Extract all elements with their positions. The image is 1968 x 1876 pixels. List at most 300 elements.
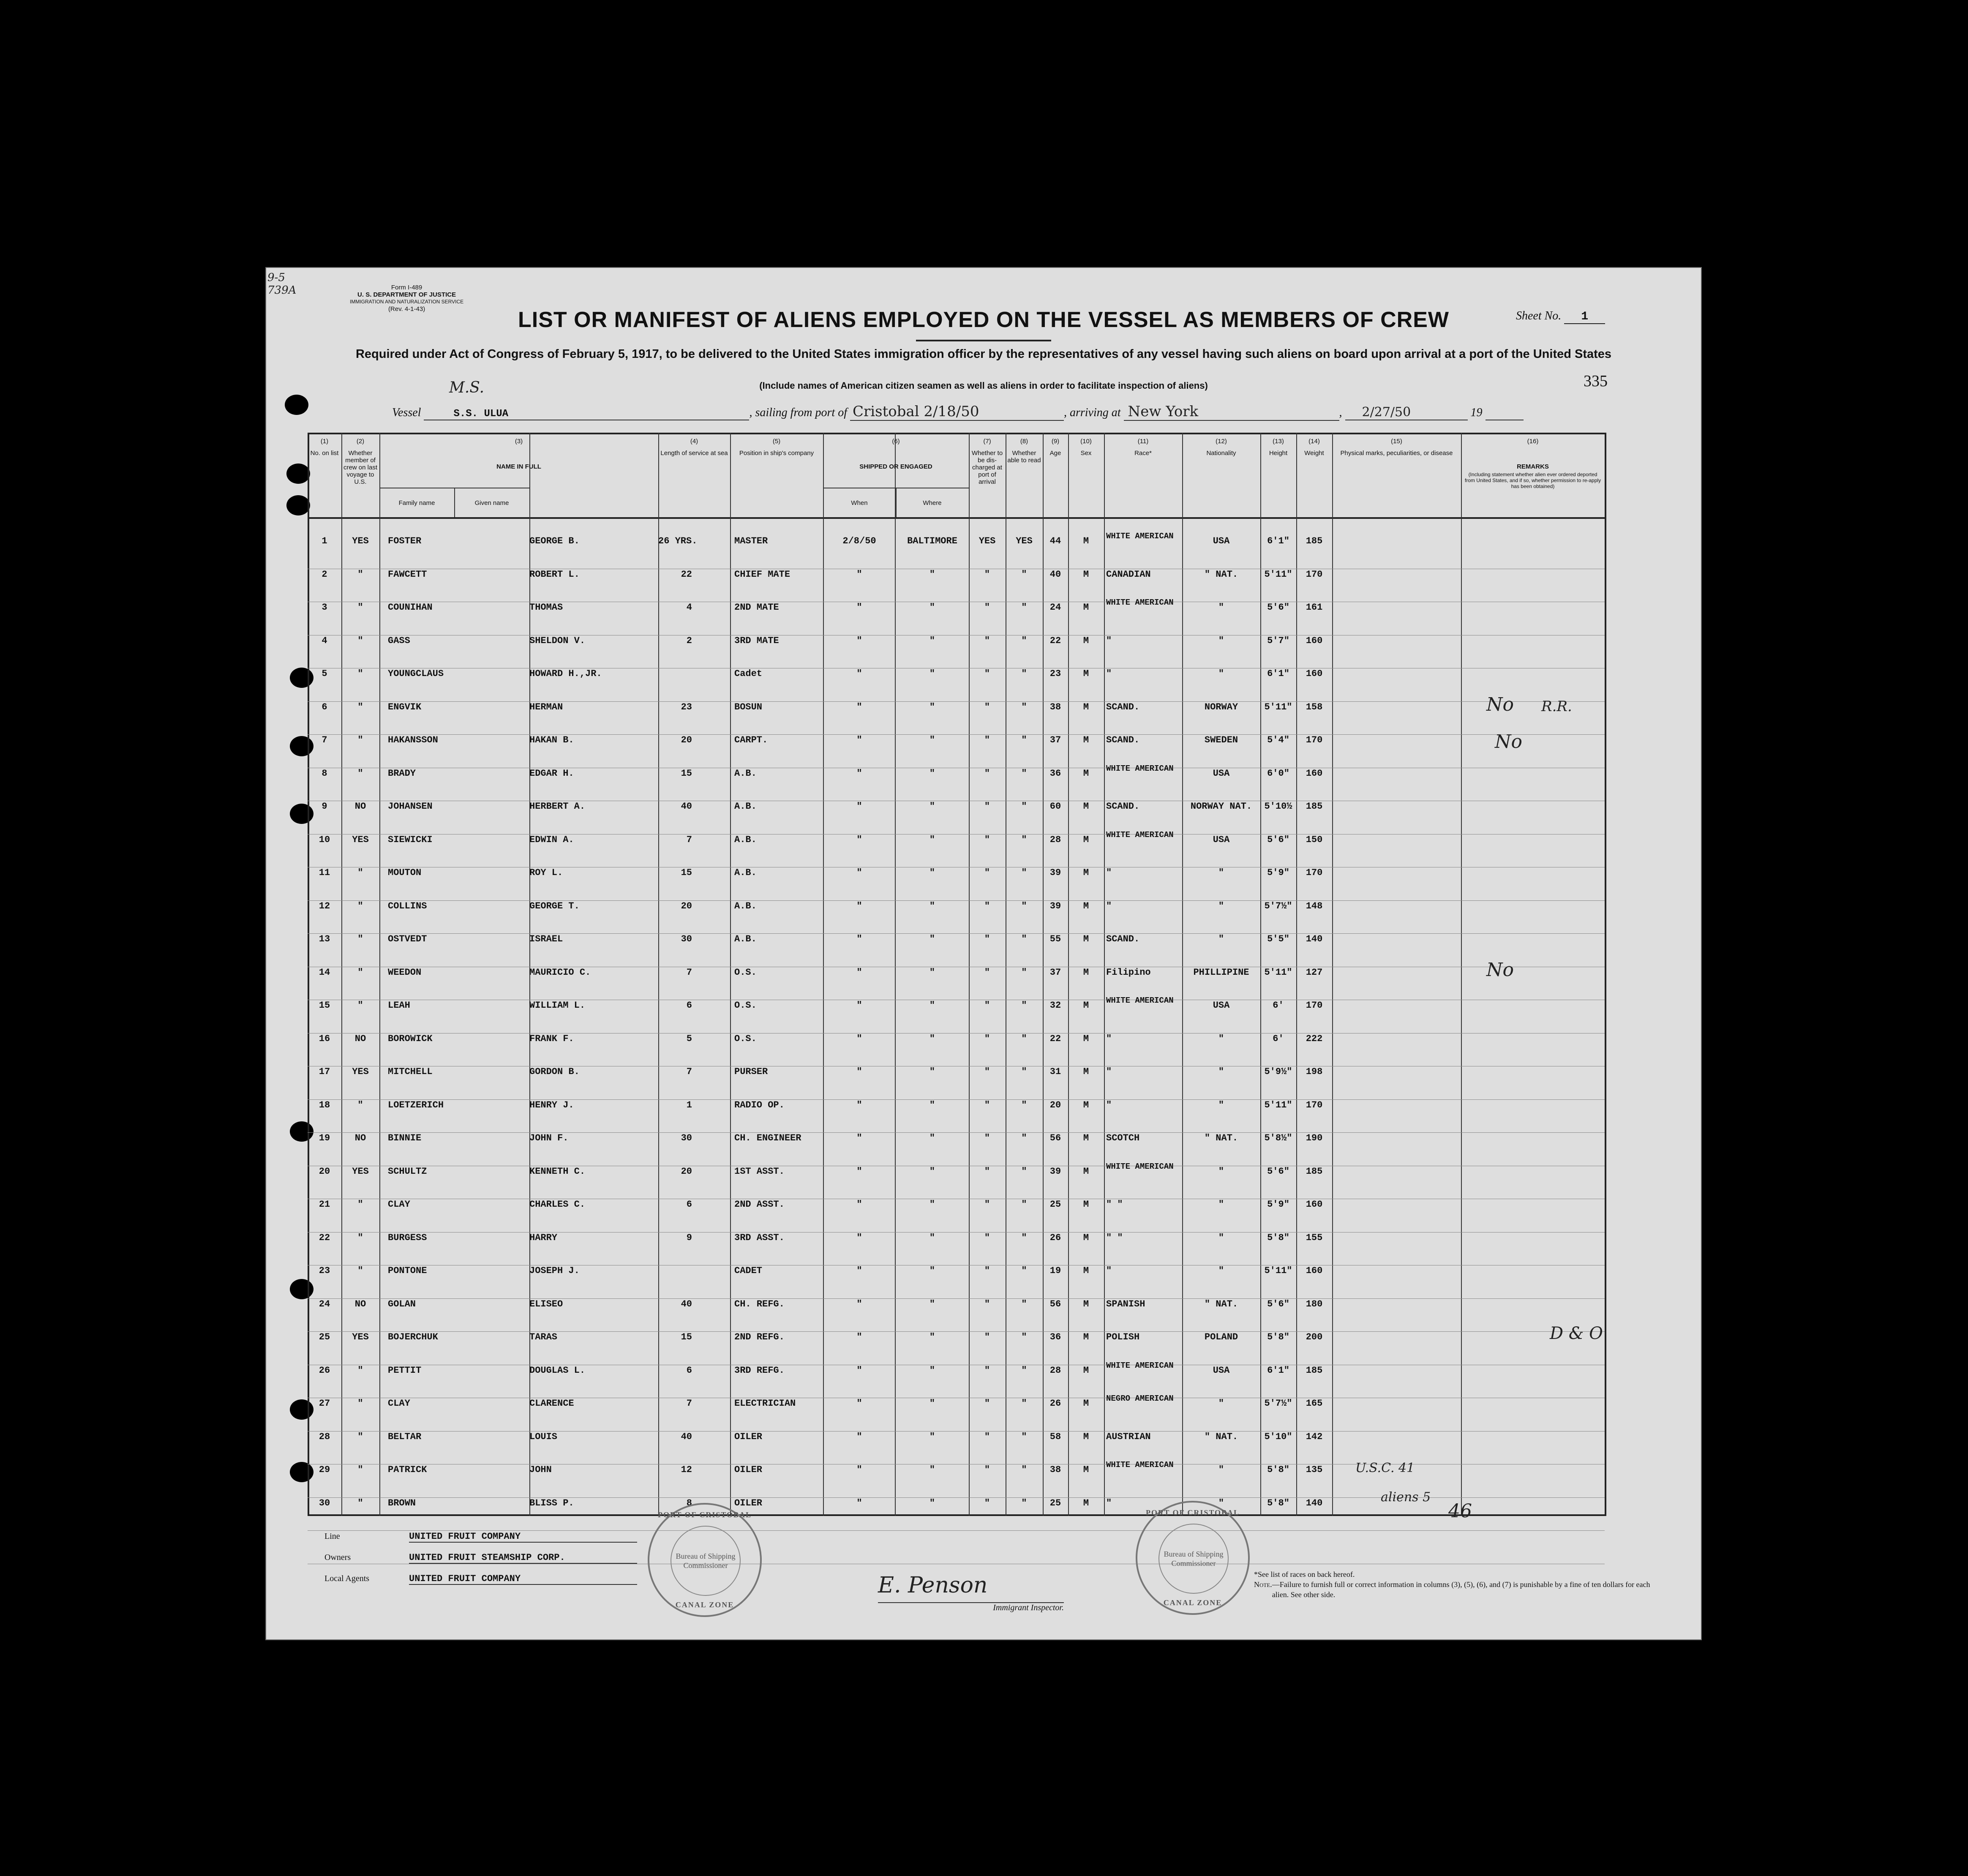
cell-sex: M: [1083, 768, 1089, 779]
form-number: Form I-489: [391, 284, 422, 291]
cell-nationality: USA: [1213, 1000, 1230, 1011]
column-number: (12): [1216, 438, 1227, 445]
cell-age: 38: [1049, 701, 1061, 712]
cell-read: ": [1021, 967, 1027, 978]
manifest-sheet: [265, 267, 1702, 1640]
cell-age: 40: [1049, 569, 1061, 580]
column-number: (14): [1308, 438, 1320, 445]
cell-service: 15: [681, 1332, 692, 1342]
cell-where: ": [929, 701, 935, 712]
column-number: (7): [983, 438, 991, 445]
cell-where: ": [929, 834, 935, 845]
cell-no: 15: [319, 1000, 330, 1011]
cell-weight: 127: [1306, 967, 1323, 978]
cell-position: O.S.: [734, 1033, 757, 1044]
cell-when: ": [856, 1398, 862, 1409]
cell-position: RADIO OP.: [734, 1099, 785, 1110]
cell-weight: 185: [1306, 1365, 1323, 1376]
arriving-at: New York: [1124, 403, 1339, 421]
cell-given: JOSEPH J.: [529, 1265, 580, 1276]
cell-position: CHIEF MATE: [734, 569, 790, 580]
cell-nationality: POLAND: [1204, 1332, 1238, 1342]
cell-no: 2: [322, 569, 327, 580]
cell-read: ": [1021, 701, 1027, 712]
cell-weight: 170: [1306, 867, 1323, 878]
cell-no: 5: [322, 668, 327, 679]
department: U. S. DEPARTMENT OF JUSTICE: [357, 291, 456, 298]
cell-prev: ": [357, 1265, 363, 1276]
cell-prev: ": [357, 602, 363, 613]
seal-top-text: PORT OF CRISTOBAL: [657, 1511, 752, 1519]
cell-race: " ": [1106, 1199, 1123, 1210]
column-line: [379, 433, 380, 1516]
cell-nationality: " NAT.: [1204, 1431, 1238, 1442]
cell-when: ": [856, 1166, 862, 1177]
cell-position: OILER: [734, 1431, 763, 1442]
cell-service: 1: [686, 1099, 692, 1110]
races-note: *See list of races on back hereof.: [1254, 1570, 1355, 1579]
cell-sex: M: [1083, 1133, 1089, 1143]
cell-service: 15: [681, 867, 692, 878]
cell-no: 25: [319, 1332, 330, 1342]
cell-service: 7: [686, 834, 692, 845]
cell-read: ": [1021, 801, 1027, 812]
sailing-label: , sailing from port of: [749, 406, 847, 419]
inspector-label: Immigrant Inspector.: [993, 1603, 1064, 1612]
cell-where: ": [929, 934, 935, 944]
handwritten-ms-note: M.S.: [449, 379, 485, 396]
agents-row: [324, 1573, 637, 1585]
column-number: (10): [1080, 438, 1092, 445]
cell-no: 4: [322, 635, 327, 646]
cell-sex: M: [1083, 1033, 1089, 1044]
cell-service: 20: [681, 1166, 692, 1177]
cell-read: ": [1021, 934, 1027, 944]
seal-center-text: Bureau of Shipping Commissioner: [671, 1526, 741, 1596]
cell-nationality: ": [1218, 1066, 1224, 1077]
cell-when: ": [856, 1431, 862, 1442]
cell-nationality: ": [1218, 934, 1224, 944]
cell-weight: 148: [1306, 900, 1323, 911]
cell-age: 58: [1049, 1431, 1061, 1442]
cell-no: 16: [319, 1033, 330, 1044]
cell-service: 40: [681, 1431, 692, 1442]
cell-given: DOUGLAS L.: [529, 1365, 586, 1376]
note-label: Note.: [1254, 1580, 1272, 1589]
cell-family: CLAY: [388, 1199, 410, 1210]
cell-weight: 222: [1306, 1033, 1323, 1044]
cell-sex: M: [1083, 1298, 1089, 1309]
cell-prev: ": [357, 701, 363, 712]
cell-sex: M: [1083, 1365, 1089, 1376]
column-number: (15): [1391, 438, 1402, 445]
cell-nationality: USA: [1213, 834, 1230, 845]
cell-when: ": [856, 900, 862, 911]
cell-nationality: ": [1218, 1497, 1224, 1508]
cell-height: 5'6": [1267, 1298, 1289, 1309]
cell-sex: M: [1083, 934, 1089, 944]
cell-given: HENRY J.: [529, 1099, 574, 1110]
cell-position: CH. ENGINEER: [734, 1133, 801, 1143]
cell-sex: M: [1083, 1199, 1089, 1210]
cell-read: ": [1021, 735, 1027, 745]
cell-discharge: ": [984, 1464, 990, 1475]
cell-read: ": [1021, 1033, 1027, 1044]
cell-height: 6'0": [1267, 768, 1289, 779]
sheet-number-value: 1: [1564, 310, 1605, 324]
cell-height: 6'1": [1267, 668, 1289, 679]
cell-race: SPANISH: [1106, 1298, 1145, 1309]
cell-discharge: ": [984, 834, 990, 845]
cell-when: ": [856, 602, 862, 613]
cell-sex: M: [1083, 900, 1089, 911]
line-row: [324, 1530, 637, 1543]
cell-sex: M: [1083, 668, 1089, 679]
cell-read: ": [1021, 867, 1027, 878]
cell-prev: ": [357, 1199, 363, 1210]
cell-where: ": [929, 768, 935, 779]
handwritten-note: No: [1486, 693, 1514, 715]
cell-race: ": [1106, 1033, 1112, 1044]
column-header: Weight: [1304, 450, 1324, 457]
handwritten-note: R.R.: [1541, 698, 1572, 715]
cell-height: 6': [1273, 1033, 1284, 1044]
cell-no: 23: [319, 1265, 330, 1276]
cell-given: ROBERT L.: [529, 569, 580, 580]
cell-age: 56: [1049, 1298, 1061, 1309]
cell-when: ": [856, 1497, 862, 1508]
cell-family: MOUTON: [388, 867, 422, 878]
cell-height: 6': [1273, 1000, 1284, 1011]
cell-family: WEEDON: [388, 967, 422, 978]
column-subheader: Given name: [474, 499, 509, 507]
cell-nationality: ": [1218, 867, 1224, 878]
cell-race: WHITE AMERICAN: [1106, 830, 1174, 840]
cell-nationality: " NAT.: [1204, 1133, 1238, 1143]
cell-discharge: ": [984, 1133, 990, 1143]
cell-discharge: ": [984, 1232, 990, 1243]
port-seal-stamp: [648, 1503, 762, 1617]
cell-prev: YES: [352, 1166, 369, 1177]
cell-weight: 170: [1306, 1000, 1323, 1011]
seal-center-text: Bureau of Shipping Commissioner: [1158, 1524, 1229, 1594]
cell-weight: 160: [1306, 635, 1323, 646]
cell-service: 9: [686, 1232, 692, 1243]
cell-nationality: USA: [1213, 536, 1230, 546]
cell-given: ISRAEL: [529, 934, 563, 944]
cell-race: AUSTRIAN: [1106, 1431, 1151, 1442]
cell-where: ": [929, 1298, 935, 1309]
cell-given: HOWARD H.,JR.: [529, 668, 602, 679]
cell-given: GORDON B.: [529, 1066, 580, 1077]
cell-given: EDGAR H.: [529, 768, 574, 779]
cell-discharge: ": [984, 1365, 990, 1376]
cell-position: O.S.: [734, 967, 757, 978]
cell-where: ": [929, 1431, 935, 1442]
cell-age: 26: [1049, 1398, 1061, 1409]
cell-given: ELISEO: [529, 1298, 563, 1309]
cell-family: PONTONE: [388, 1265, 427, 1276]
owners-label: Owners: [324, 1553, 351, 1562]
cell-prev: ": [357, 569, 363, 580]
cell-sex: M: [1083, 1332, 1089, 1342]
cell-height: 5'10½: [1264, 801, 1292, 812]
cell-position: A.B.: [734, 867, 757, 878]
cell-height: 5'8": [1267, 1332, 1289, 1342]
cell-age: 44: [1049, 536, 1061, 546]
cell-no: 22: [319, 1232, 330, 1243]
cell-age: 36: [1049, 768, 1061, 779]
cell-discharge: ": [984, 1166, 990, 1177]
cell-where: ": [929, 1365, 935, 1376]
cell-prev: ": [357, 1431, 363, 1442]
cell-service: 30: [681, 934, 692, 944]
cell-when: ": [856, 934, 862, 944]
column-header: Whether to be dis-charged at port of arrival: [971, 450, 1003, 485]
cell-where: ": [929, 867, 935, 878]
cell-where: ": [929, 801, 935, 812]
column-header: Height: [1269, 450, 1288, 457]
cell-height: 6'1": [1267, 1365, 1289, 1376]
cell-sex: M: [1083, 569, 1089, 580]
cell-when: ": [856, 1232, 862, 1243]
cell-height: 5'11": [1264, 967, 1292, 978]
cell-when: ": [856, 867, 862, 878]
cell-age: 19: [1049, 1265, 1061, 1276]
subtitle: Required under Act of Congress of February 5, 1917, to be delivered to the United States immigration officer by the representatives of any vessel having such aliens on board upon arrival at a port of the United States: [355, 347, 1612, 361]
cell-when: ": [856, 768, 862, 779]
cell-given: HARRY: [529, 1232, 558, 1243]
cell-race: ": [1106, 1497, 1112, 1508]
cell-no: 12: [319, 900, 330, 911]
cell-when: ": [856, 635, 862, 646]
column-subheader: (Including statement whether alien ever ordered deported from United States, and if so, whether permission to re-apply has been obtained): [1464, 472, 1601, 489]
cell-age: 38: [1049, 1464, 1061, 1475]
cell-age: 60: [1049, 801, 1061, 812]
cell-nationality: ": [1218, 602, 1224, 613]
cell-weight: 140: [1306, 934, 1323, 944]
cell-height: 5'8½": [1264, 1133, 1292, 1143]
cell-family: OSTVEDT: [388, 934, 427, 944]
cell-when: ": [856, 735, 862, 745]
cell-when: ": [856, 801, 862, 812]
cell-no: 29: [319, 1464, 330, 1475]
cell-sex: M: [1083, 536, 1089, 546]
seal-top-text: PORT OF CRISTOBAL: [1145, 1508, 1240, 1517]
column-subheader: Family name: [398, 499, 435, 507]
cell-race: WHITE AMERICAN: [1106, 1460, 1174, 1470]
punch-hole: [285, 395, 308, 415]
cell-sex: M: [1083, 1464, 1089, 1475]
cell-given: EDWIN A.: [529, 834, 574, 845]
revision: (Rev. 4-1-43): [388, 305, 425, 313]
cell-prev: ": [357, 1232, 363, 1243]
cell-weight: 190: [1306, 1133, 1323, 1143]
cell-discharge: ": [984, 1298, 990, 1309]
cell-race: WHITE AMERICAN: [1106, 1361, 1174, 1370]
column-header: SHIPPED OR ENGAGED: [859, 463, 932, 470]
cell-sex: M: [1083, 1232, 1089, 1243]
cell-where: ": [929, 602, 935, 613]
owners-row: [324, 1552, 637, 1564]
cell-age: 22: [1049, 1033, 1061, 1044]
cell-read: ": [1021, 668, 1027, 679]
cell-when: ": [856, 1099, 862, 1110]
handwritten-note: 46: [1448, 1500, 1472, 1522]
cell-prev: YES: [352, 1066, 369, 1077]
cell-prev: ": [357, 1365, 363, 1376]
cell-read: ": [1021, 1166, 1027, 1177]
cell-family: SIEWICKI: [388, 834, 433, 845]
cell-discharge: ": [984, 1099, 990, 1110]
cell-where: ": [929, 1133, 935, 1143]
cell-height: 5'8": [1267, 1232, 1289, 1243]
cell-service: 30: [681, 1133, 692, 1143]
cell-read: ": [1021, 1199, 1027, 1210]
cell-read: ": [1021, 834, 1027, 845]
cell-family: COUNIHAN: [388, 602, 433, 613]
cell-weight: 158: [1306, 701, 1323, 712]
cell-read: ": [1021, 1133, 1027, 1143]
cell-where: BALTIMORE: [907, 536, 957, 546]
cell-given: JOHN F.: [529, 1133, 569, 1143]
cell-position: OILER: [734, 1497, 763, 1508]
cell-prev: ": [357, 1398, 363, 1409]
cell-discharge: ": [984, 701, 990, 712]
cell-weight: 170: [1306, 1099, 1323, 1110]
cell-family: JOHANSEN: [388, 801, 433, 812]
cell-sex: M: [1083, 602, 1089, 613]
cell-service: 7: [686, 967, 692, 978]
cell-position: MASTER: [734, 536, 768, 546]
cell-service: 6: [686, 1365, 692, 1376]
top-mark-1: 9-5: [267, 271, 285, 284]
cell-nationality: ": [1218, 1099, 1224, 1110]
cell-no: 8: [322, 768, 327, 779]
cell-read: ": [1021, 1099, 1027, 1110]
cell-height: 5'4": [1267, 735, 1289, 745]
include-note: (Include names of American citizen seamen as well as aliens in order to facilitate inspection of aliens): [759, 380, 1208, 391]
cell-weight: 155: [1306, 1232, 1323, 1243]
cell-nationality: ": [1218, 668, 1224, 679]
agents-label: Local Agents: [324, 1574, 370, 1583]
cell-when: ": [856, 1000, 862, 1011]
cell-prev: ": [357, 768, 363, 779]
cell-weight: 185: [1306, 536, 1323, 546]
column-number: (3): [515, 438, 523, 445]
cell-family: BOROWICK: [388, 1033, 433, 1044]
cell-nationality: " NAT.: [1204, 1298, 1238, 1309]
cell-where: ": [929, 967, 935, 978]
cell-service: 6: [686, 1199, 692, 1210]
cell-where: ": [929, 1000, 935, 1011]
cell-weight: 135: [1306, 1464, 1323, 1475]
note-text: —Failure to furnish full or correct information in columns (3), (5), (6), and (7) is punishable by a fine of ten dollars for each alien. See other side.: [1272, 1580, 1650, 1599]
cell-age: 39: [1049, 1166, 1061, 1177]
cell-age: 23: [1049, 668, 1061, 679]
cell-no: 10: [319, 834, 330, 845]
cell-sex: M: [1083, 635, 1089, 646]
cell-given: HAKAN B.: [529, 735, 574, 745]
cell-family: BELTAR: [388, 1431, 422, 1442]
cell-race: SCAND.: [1106, 735, 1140, 745]
cell-prev: ": [357, 1464, 363, 1475]
cell-weight: 165: [1306, 1398, 1323, 1409]
cell-position: A.B.: [734, 900, 757, 911]
cell-family: BRADY: [388, 768, 416, 779]
cell-family: BINNIE: [388, 1133, 422, 1143]
cell-prev: ": [357, 934, 363, 944]
column-number: (6): [892, 438, 900, 445]
cell-when: ": [856, 1133, 862, 1143]
cell-service: 22: [681, 569, 692, 580]
cell-age: 26: [1049, 1232, 1061, 1243]
column-line: [1461, 433, 1462, 1516]
cell-age: 25: [1049, 1497, 1061, 1508]
cell-where: ": [929, 1033, 935, 1044]
cell-where: ": [929, 735, 935, 745]
cell-sex: M: [1083, 834, 1089, 845]
cell-read: ": [1021, 1464, 1027, 1475]
cell-sex: M: [1083, 867, 1089, 878]
cell-given: GEORGE T.: [529, 900, 580, 911]
cell-read: ": [1021, 1298, 1027, 1309]
vessel-line: Vessel S.S. ULUA , sailing from port of Cristobal 2/18/50 , arriving at New York , 2/27/50 19: [392, 403, 1524, 421]
column-number: (2): [356, 438, 365, 445]
cell-when: ": [856, 1265, 862, 1276]
cell-discharge: YES: [979, 536, 996, 546]
cell-read: ": [1021, 1265, 1027, 1276]
cell-height: 5'7½": [1264, 1398, 1292, 1409]
cell-height: 5'6": [1267, 1166, 1289, 1177]
cell-age: 56: [1049, 1133, 1061, 1143]
column-header: Age: [1049, 450, 1061, 457]
cell-family: FAWCETT: [388, 569, 427, 580]
cell-prev: ": [357, 735, 363, 745]
cell-given: CHARLES C.: [529, 1199, 586, 1210]
cell-when: ": [856, 1033, 862, 1044]
cell-age: 39: [1049, 867, 1061, 878]
cell-sex: M: [1083, 801, 1089, 812]
cell-no: 7: [322, 735, 327, 745]
cell-race: NEGRO AMERICAN: [1106, 1394, 1174, 1403]
cell-race: SCAND.: [1106, 934, 1140, 944]
cell-weight: 200: [1306, 1332, 1323, 1342]
cell-prev: NO: [354, 1033, 366, 1044]
cell-race: WHITE AMERICAN: [1106, 598, 1174, 607]
line-label: Line: [324, 1532, 340, 1541]
cell-height: 5'10": [1264, 1431, 1292, 1442]
cell-weight: 185: [1306, 1166, 1323, 1177]
cell-weight: 170: [1306, 735, 1323, 745]
arrival-date: 2/27/50: [1345, 405, 1468, 420]
cell-height: 5'9": [1267, 867, 1289, 878]
cell-position: 2ND MATE: [734, 602, 779, 613]
column-number: (4): [690, 438, 698, 445]
cell-where: ": [929, 1166, 935, 1177]
cell-discharge: ": [984, 735, 990, 745]
cell-read: ": [1021, 635, 1027, 646]
cell-age: 37: [1049, 735, 1061, 745]
column-number: (1): [320, 438, 329, 445]
cell-sex: M: [1083, 1099, 1089, 1110]
cell-no: 9: [322, 801, 327, 812]
cell-position: A.B.: [734, 768, 757, 779]
cell-when: ": [856, 569, 862, 580]
cell-nationality: ": [1218, 1398, 1224, 1409]
cell-read: ": [1021, 768, 1027, 779]
owners-value: UNITED FRUIT STEAMSHIP CORP.: [409, 1552, 637, 1564]
